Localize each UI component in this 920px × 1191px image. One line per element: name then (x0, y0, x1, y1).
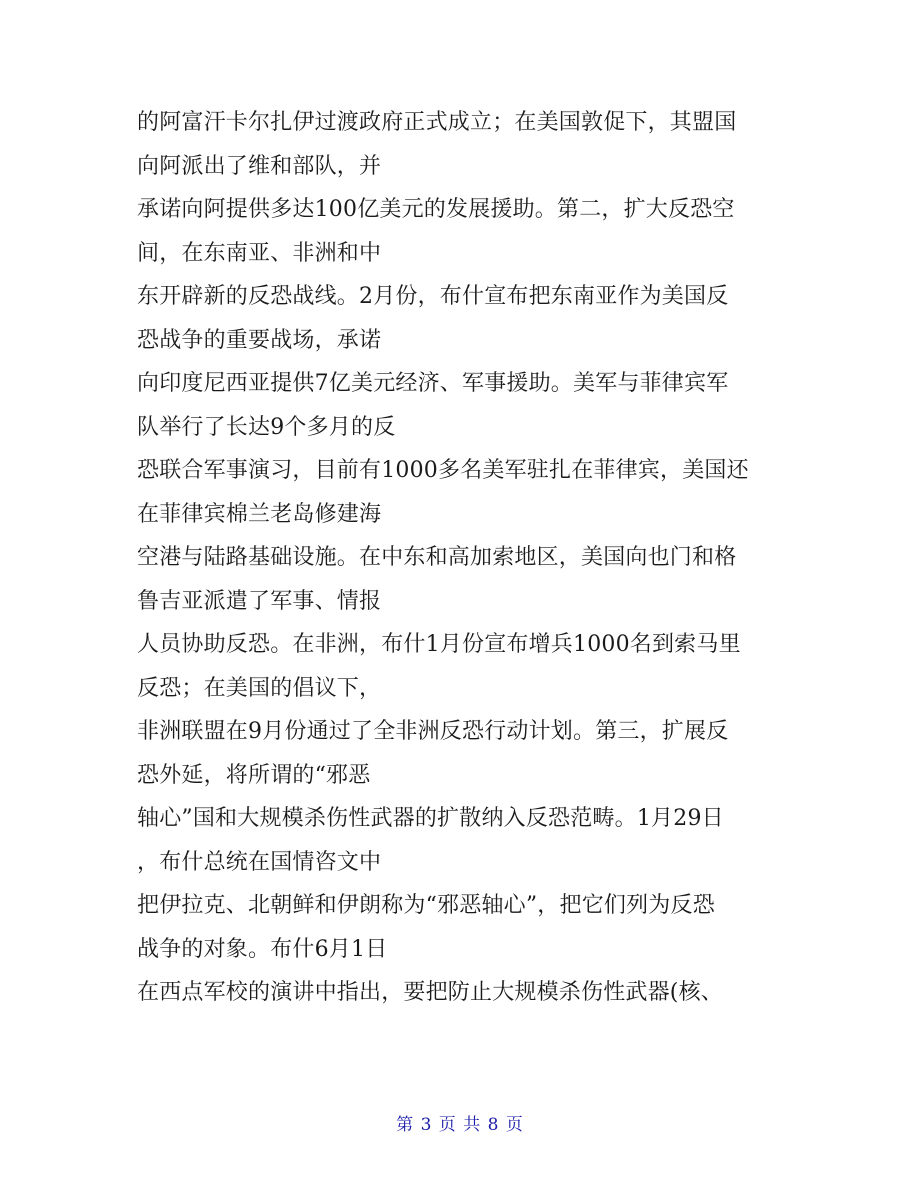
text-line: 间，在东南亚、非洲和中 (137, 240, 382, 266)
text-line: 承诺向阿提供多达100亿美元的发展援助。第二，扩大反恐空 (137, 197, 735, 222)
body-text (137, 101, 797, 1015)
text-line: 向阿派出了维和部队，并 (137, 153, 382, 179)
text-line: 非洲联盟在9月份通过了全非洲反恐行动计划。第三，扩展反 (137, 719, 729, 744)
text-line: 恐联合军事演习，目前有1000多名美军驻扎在菲律宾，美国还 (137, 458, 749, 483)
text-line: 东开辟新的反恐战线。2月份，布什宣布把东南亚作为美国反 (137, 284, 729, 309)
text-line: 队举行了长达9个多月的反 (137, 414, 396, 440)
text-line: 恐战争的重要战场，承诺 (137, 327, 382, 353)
text-line: 恐外延，将所谓的“邪恶 (137, 762, 371, 788)
text-line: 在菲律宾棉兰老岛修建海 (137, 501, 382, 527)
text-line: 战争的对象。布什6月1日 (137, 936, 388, 962)
text-line: 向印度尼西亚提供7亿美元经济、军事援助。美军与菲律宾军 (137, 371, 729, 396)
text-line: 轴心”国和大规模杀伤性武器的扩散纳入反恐范畴。1月29日 (137, 806, 724, 831)
text-line: ，布什总统在国情咨文中 (137, 849, 382, 875)
text-line: 在西点军校的演讲中指出，要把防止大规模杀伤性武器(核、 (137, 980, 723, 1005)
page-number-footer: 第 3 页 共 8 页 (396, 1115, 524, 1135)
text-line: 鲁吉亚派遣了军事、情报 (137, 588, 382, 614)
text-line: 空港与陆路基础设施。在中东和高加索地区，美国向也门和格 (137, 545, 737, 570)
text-line: 把伊拉克、北朝鲜和伊朗称为“邪恶轴心”，把它们列为反恐 (137, 893, 715, 918)
text-line: 的阿富汗卡尔扎伊过渡政府正式成立；在美国敦促下，其盟国 (137, 110, 737, 135)
text-line: 反恐；在美国的倡议下， (137, 675, 382, 701)
text-line: 人员协助反恐。在非洲，布什1月份宣布增兵1000名到索马里 (137, 632, 741, 657)
